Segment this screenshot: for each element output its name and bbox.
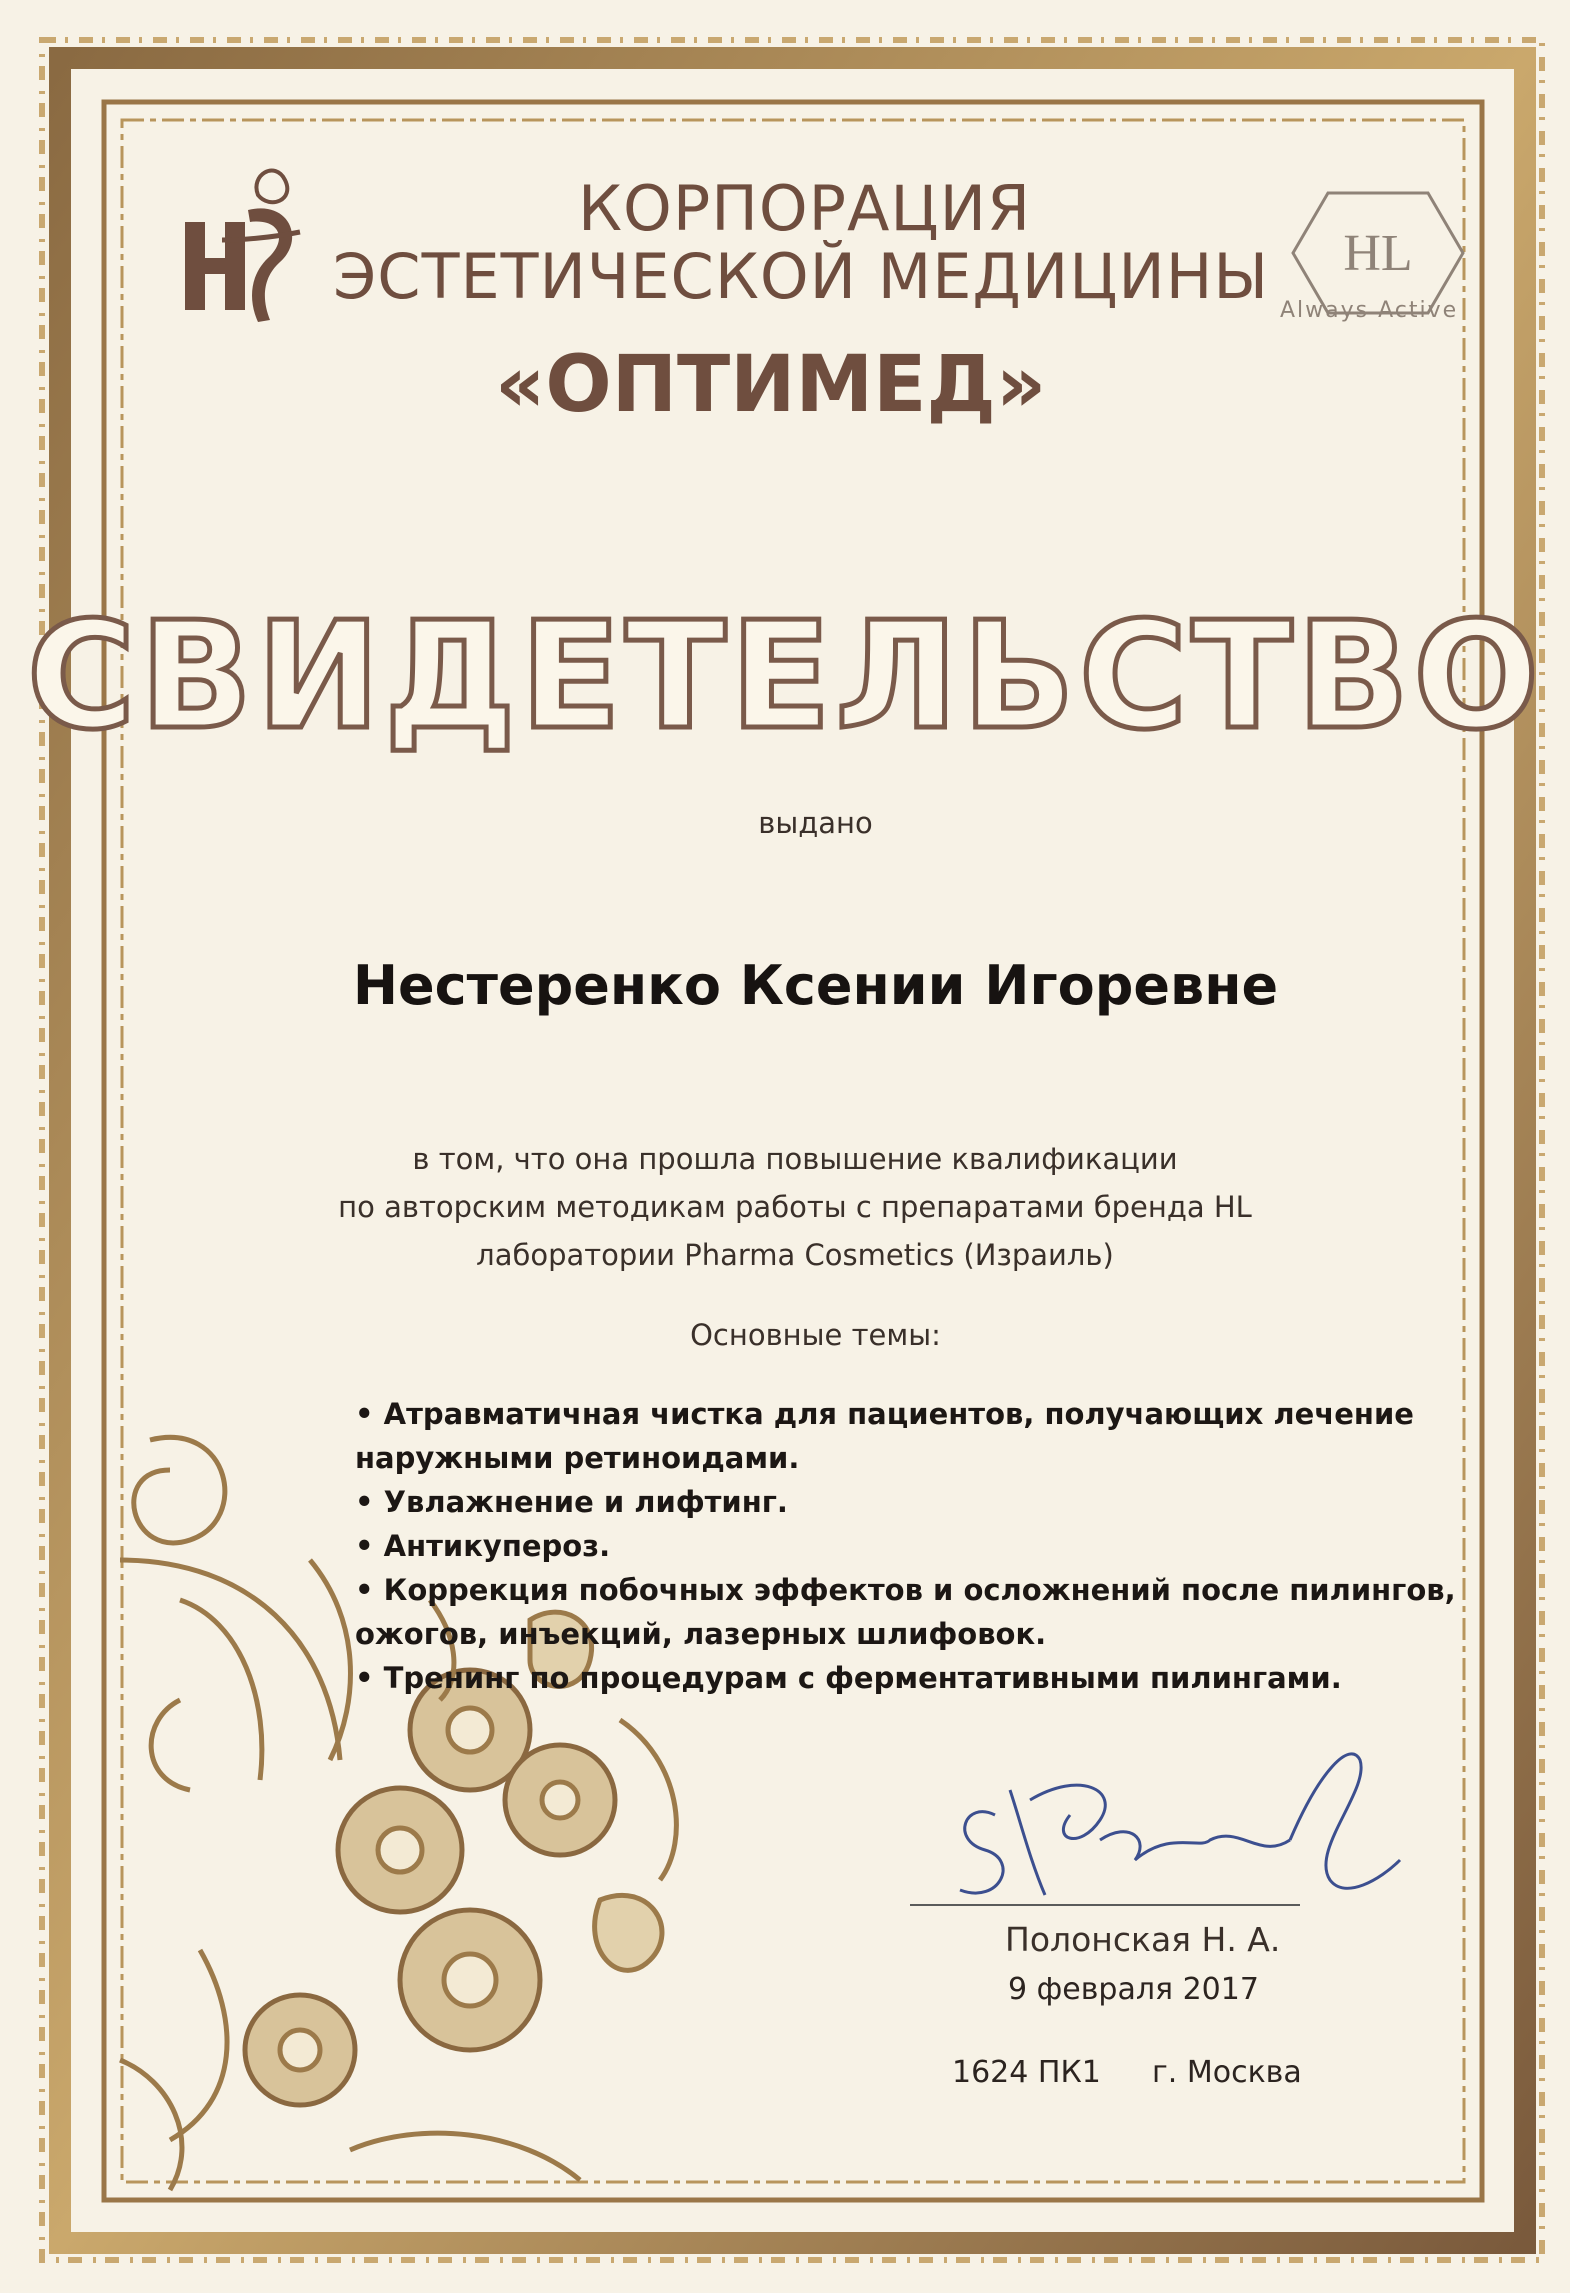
topic-item: • Атравматичная чистка для пациентов, получающих лечение <box>355 1397 1414 1431</box>
issue-date: 9 февраля 2017 <box>1008 1972 1259 2007</box>
optimed-caduceus-logo-icon <box>185 171 300 322</box>
hl-tagline: Always Active <box>1280 298 1459 323</box>
registration-number: 1624 ПК1 <box>952 2055 1101 2090</box>
recipient-name: Нестеренко Ксении Игоревне <box>352 954 1279 1017</box>
topics-list <box>355 1392 1456 1700</box>
city: г. Москва <box>1152 2055 1302 2090</box>
signer-name: Полонская Н. А. <box>1005 1920 1281 1959</box>
description-line: лаборатории Pharma Cosmetics (Израиль) <box>476 1238 1114 1272</box>
description-line: в том, что она прошла повышение квалификации <box>412 1142 1178 1176</box>
topics-heading: Основные темы: <box>690 1318 941 1352</box>
issued-label: выдано <box>758 806 873 840</box>
organization-line-1: КОРПОРАЦИЯ <box>578 172 1032 245</box>
topic-item: • Тренинг по процедурам с ферментативными пилингами. <box>355 1661 1342 1695</box>
organization-line-2: ЭСТЕТИЧЕСКОЙ МЕДИЦИНЫ <box>333 240 1270 313</box>
description <box>330 1135 1260 1279</box>
topic-item: наружными ретиноидами. <box>355 1441 800 1475</box>
organization-name: «ОПТИМЕД» <box>495 340 1047 430</box>
topic-item: • Коррекция побочных эффектов и осложнений после пилингов, <box>355 1573 1456 1607</box>
topic-item: ожогов, инъекций, лазерных шлифовок. <box>355 1617 1047 1651</box>
certificate-title: СВИДЕТЕЛЬСТВО <box>26 590 1544 762</box>
description-line: по авторским методикам работы с препаратами бренда HL <box>338 1190 1252 1224</box>
signature <box>910 1754 1400 1905</box>
topic-item: • Антикупероз. <box>355 1529 611 1563</box>
hl-mark: HL <box>1343 225 1413 282</box>
topic-item: • Увлажнение и лифтинг. <box>355 1485 788 1519</box>
